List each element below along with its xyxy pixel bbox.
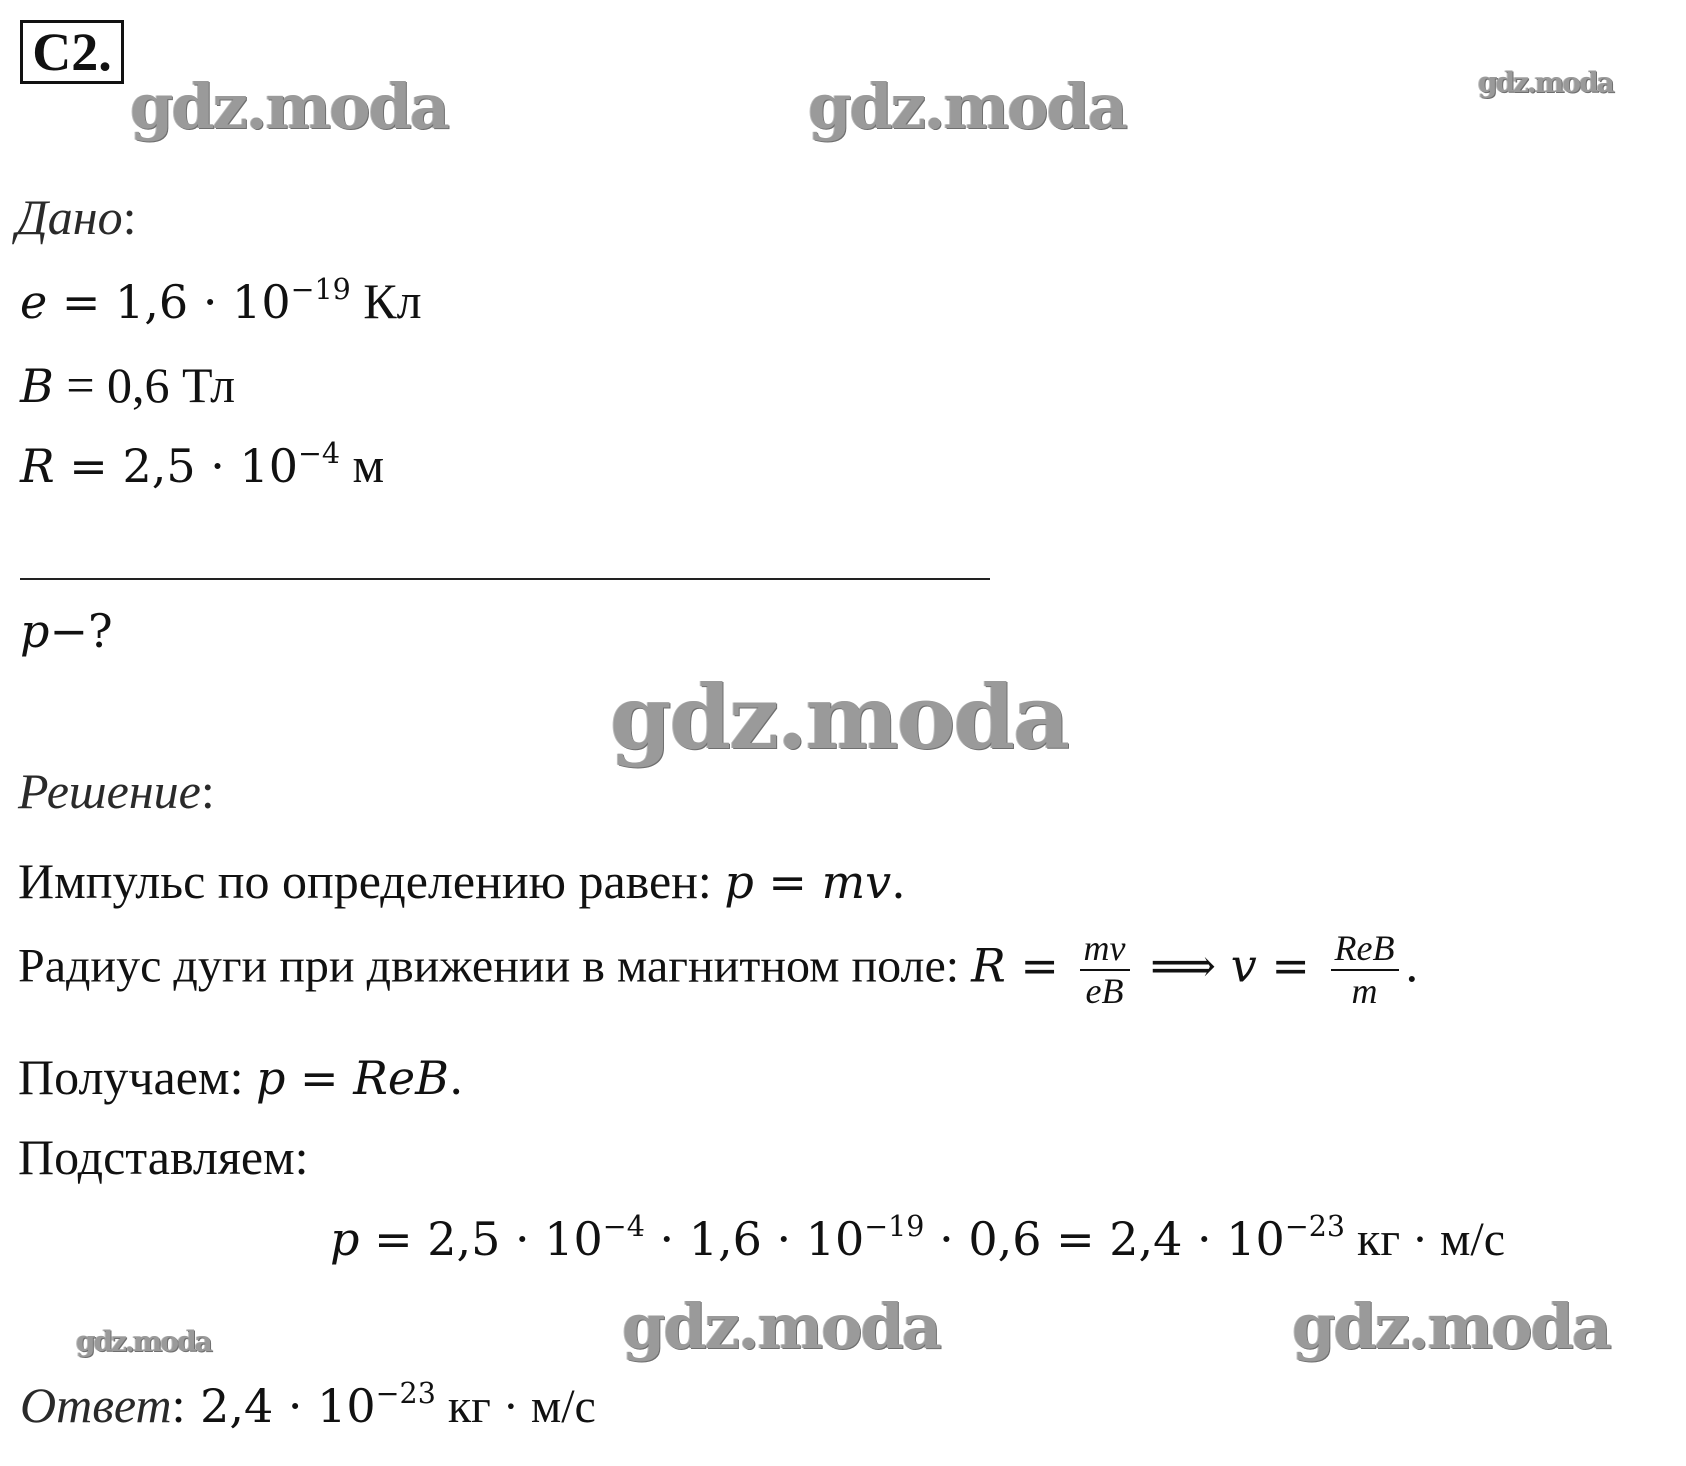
given-divider [20,578,990,580]
watermark: gdz.moda [610,665,1069,769]
answer-line: Ответ: $2,4 \cdot 10^{-23}$ кг · м/с [20,1376,596,1433]
watermark: gdz.moda [1292,1290,1610,1363]
given-radius: $R = 2,5 \cdot 10^{-4}$ м [20,436,385,493]
watermark: gdz.moda [808,70,1126,143]
solution-line-3: Получаем: p = ReB. [18,1049,464,1105]
solution-line-4: Подставляем: [18,1129,309,1185]
find-quantity: p−? [20,604,113,658]
fraction-reb-m: $\frac{\text{ReB}}{m}$ [1331,928,1399,1013]
solution-line-1: Импульс по определению равен: p = mv. [18,853,906,909]
given-heading: Дано: [16,189,137,245]
problem-label: С2. [20,20,124,84]
solution-heading: Решение: [18,763,215,819]
solution-line-2: Радиус дуги при движении в магнитном поле: R = $\frac{mv}{eB}$ ⟹ v = $\frac{\text{ReB}}{m}$ . [18,928,1420,1012]
watermark: gdz.moda [622,1290,940,1363]
watermark: gdz.moda [130,70,448,143]
given-field: B = 0,6 Тл [20,357,236,413]
fraction-mv-eb: $\frac{mv}{eB}$ [1080,928,1130,1013]
given-charge: $e = 1,6 \cdot 10^{-19}$ Кл [20,272,422,329]
solution-calculation: $p = 2,5 \cdot 10^{-4} \cdot 1,6 \cdot 10^{-19} \cdot 0,6 = 2,4 \cdot 10^{-23}$ кг · м/с [330,1209,1506,1266]
watermark: gdz.moda [1478,66,1613,99]
watermark: gdz.moda [76,1325,211,1358]
